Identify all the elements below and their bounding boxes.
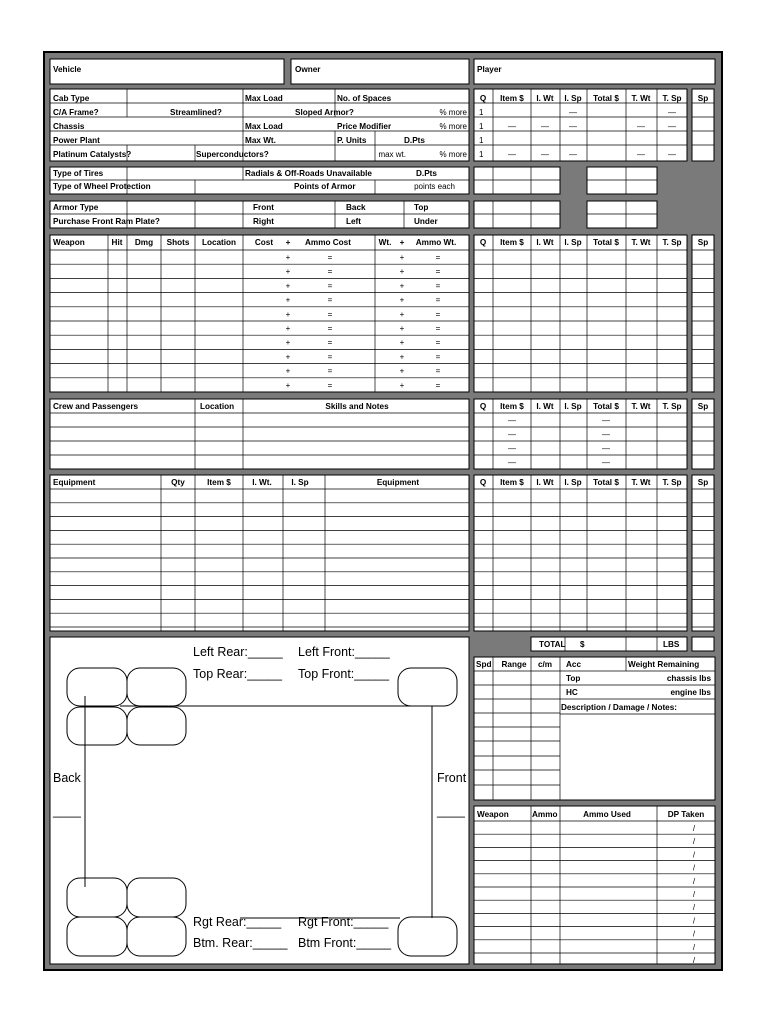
total-col-header: Total $ xyxy=(593,478,619,487)
plus-mark: + xyxy=(285,338,291,348)
sp-col-header: Sp xyxy=(697,94,709,103)
item-col-header: Item $ xyxy=(500,94,524,103)
slash-mark: / xyxy=(692,942,696,952)
equals-mark: = xyxy=(435,281,441,291)
armor-top-label: Top xyxy=(414,203,429,212)
shots-col-header: Shots xyxy=(166,238,190,247)
armor-back-label: Back xyxy=(346,203,366,212)
dash-cell: — xyxy=(508,122,516,131)
points-each-label: points each xyxy=(414,182,455,191)
crew-header xyxy=(53,402,389,411)
slash-mark: / xyxy=(692,903,696,913)
item-col-header: Item $ xyxy=(500,238,524,247)
ram-plate-label: Purchase Front Ram Plate? xyxy=(53,217,160,226)
plus-mark: + xyxy=(399,380,405,390)
plus-mark: + xyxy=(285,352,291,362)
engine-lbs-label: engine lbs xyxy=(670,688,711,697)
plus-mark: + xyxy=(285,309,291,319)
tsp-col-header: T. Sp xyxy=(662,238,682,247)
plus-mark: + xyxy=(285,267,291,277)
armor-total-grid xyxy=(587,201,657,228)
plus-mark: + xyxy=(285,380,291,390)
isp-col-header: I. Sp xyxy=(564,238,582,247)
armor-right-label: Right xyxy=(253,217,274,226)
equals-mark: = xyxy=(327,352,333,362)
plus-mark: + xyxy=(285,324,291,333)
chassis-label: Chassis xyxy=(53,122,85,131)
weight-remaining-header: Weight Remaining xyxy=(628,660,700,669)
description-label: Description / Damage / Notes: xyxy=(561,703,678,712)
iwt-col-header: I. Wt xyxy=(536,402,554,411)
total-col-header: Total $ xyxy=(593,238,619,247)
equals-mark: = xyxy=(327,281,333,291)
max-wt-label: Max Wt. xyxy=(245,136,276,145)
slash-mark: / xyxy=(692,956,696,965)
equals-mark: = xyxy=(327,380,333,390)
range-header: Range xyxy=(501,660,527,669)
tsp-col-header: T. Sp xyxy=(662,478,682,487)
equals-mark: = xyxy=(435,380,441,390)
isp-col-header: I. Sp xyxy=(564,402,582,411)
top-front-label: Top Front:_____ xyxy=(298,667,390,681)
rgt-rear-label: Rgt Rear:_____ xyxy=(193,915,282,929)
dash-cell: — xyxy=(508,458,516,467)
isp-col-header: I. Sp xyxy=(564,94,582,103)
plus-mark: + xyxy=(399,281,405,291)
log-dp-taken-header: DP Taken xyxy=(667,810,705,819)
equals-mark: = xyxy=(435,295,441,305)
plus-mark: + xyxy=(285,366,291,376)
wheel-protection-label: Type of Wheel Protection xyxy=(53,182,151,191)
weapons-panel xyxy=(50,235,469,392)
totals-space-box xyxy=(692,637,714,651)
equals-mark: = xyxy=(327,338,333,348)
dash-cell: — xyxy=(668,150,676,159)
equipment-panel xyxy=(50,475,469,631)
dash-cell: — xyxy=(637,150,645,159)
dash-cell: — xyxy=(602,444,610,453)
twt-col-header: T. Wt xyxy=(631,238,651,247)
dash-cell: — xyxy=(541,150,549,159)
log-weapon-header: Weapon xyxy=(477,810,509,819)
tires-cost-grid xyxy=(474,167,560,194)
plus-col-header: + xyxy=(285,238,291,247)
cab-type-label: Cab Type xyxy=(53,94,90,103)
dpts-label: D.Pts xyxy=(416,169,437,178)
iwt-col-header: I. Wt. xyxy=(252,478,272,487)
pct-more-label: % more xyxy=(439,150,467,159)
dash-cell: — xyxy=(569,150,577,159)
tires-total-grid xyxy=(587,167,657,194)
quantity-cell: 1 xyxy=(479,136,484,145)
qty-col-header: Qty xyxy=(171,478,185,487)
streamlined-label: Streamlined? xyxy=(170,108,222,117)
dash-cell: — xyxy=(508,430,516,439)
dash-cell: — xyxy=(668,108,676,117)
armor-front-label: Front xyxy=(253,203,274,212)
equals-mark: = xyxy=(327,309,333,319)
dash-cell: — xyxy=(508,416,516,425)
top-speed-label: Top xyxy=(566,674,581,683)
player-label: Player xyxy=(477,65,502,74)
isp-col-header: I. Sp xyxy=(564,478,582,487)
equals-mark: = xyxy=(435,309,441,319)
dash-cell: — xyxy=(637,122,645,131)
log-ammo-header: Ammo xyxy=(532,810,558,819)
crew-cost-headers xyxy=(480,402,708,411)
pct-more-label: % more xyxy=(439,122,467,131)
equipment-cost-headers xyxy=(480,478,708,487)
type-of-tires-label: Type of Tires xyxy=(53,169,104,178)
q-col-header: Q xyxy=(479,402,487,411)
equals-mark: = xyxy=(327,324,333,333)
player-field xyxy=(474,59,715,84)
equals-mark: = xyxy=(327,253,333,262)
iwt-col-header: I. Wt xyxy=(536,94,554,103)
equals-mark: = xyxy=(435,253,441,262)
cm-header: c/m xyxy=(537,660,553,669)
iwt-col-header: I. Wt xyxy=(536,238,554,247)
equals-mark: = xyxy=(435,366,441,376)
equals-mark: = xyxy=(327,295,333,305)
top-rear-label: Top Rear:_____ xyxy=(193,667,282,681)
front-blank: ____ xyxy=(437,804,465,818)
armor-type-label: Armor Type xyxy=(53,203,99,212)
price-modifier-label: Price Modifier xyxy=(337,122,392,131)
twt-col-header: T. Wt xyxy=(631,478,651,487)
dash-cell: — xyxy=(668,122,676,131)
sloped-armor-label: Sloped Armor? xyxy=(295,108,354,117)
equals-mark: = xyxy=(435,352,441,362)
front-label: Front xyxy=(437,771,467,785)
equals-mark: = xyxy=(435,338,441,348)
crew-skills-header: Skills and Notes xyxy=(325,402,389,411)
dash-cell: — xyxy=(602,458,610,467)
p-units-label: P. Units xyxy=(337,136,367,145)
iwt-col-header: I. Wt xyxy=(536,478,554,487)
slash-mark: / xyxy=(692,876,696,886)
weapon-log-panel xyxy=(474,806,715,964)
ca-frame-label: C/A Frame? xyxy=(53,108,99,117)
dash-cell: — xyxy=(508,444,516,453)
chassis-cost-headers xyxy=(480,94,708,103)
plus-mark: + xyxy=(399,366,405,376)
dash-cell: — xyxy=(602,416,610,425)
q-col-header: Q xyxy=(479,478,487,487)
armor-left-label: Left xyxy=(346,217,362,226)
max-wt-small-label: max wt. xyxy=(378,150,406,159)
total-label: TOTAL xyxy=(539,640,566,649)
q-col-header: Q xyxy=(479,94,487,103)
equipment2-col-header: Equipment xyxy=(376,478,420,487)
twt-col-header: T. Wt xyxy=(631,402,651,411)
dash-cell: — xyxy=(508,150,516,159)
equals-mark: = xyxy=(327,366,333,376)
plus-mark: + xyxy=(285,281,291,291)
item-col-header: Item $ xyxy=(207,478,231,487)
equals-mark: = xyxy=(435,267,441,277)
hc-label: HC xyxy=(566,688,578,697)
weapon-col-header: Weapon xyxy=(53,238,85,247)
equals-mark: = xyxy=(327,267,333,277)
slash-mark: / xyxy=(692,824,696,833)
left-front-label: Left Front:_____ xyxy=(298,645,390,659)
plus-mark: + xyxy=(399,352,405,362)
plus-mark: + xyxy=(399,295,405,305)
cost-col-header: Cost xyxy=(254,238,274,247)
equipment-cost-grid xyxy=(474,475,687,631)
slash-mark: / xyxy=(692,890,696,899)
power-plant-label: Power Plant xyxy=(53,136,100,145)
dash-cell: — xyxy=(602,430,610,439)
plus-mark: + xyxy=(399,267,405,277)
plus-mark: + xyxy=(285,295,291,305)
equals-mark: = xyxy=(435,324,441,333)
superconductors-label: Superconductors? xyxy=(196,150,269,159)
armor-under-label: Under xyxy=(414,217,438,226)
rgt-front-label: Rgt Front:_____ xyxy=(298,915,389,929)
btm-rear-label: Btm. Rear:_____ xyxy=(193,936,288,950)
dmg-col-header: Dmg xyxy=(134,238,154,247)
log-ammo-used-header: Ammo Used xyxy=(583,810,631,819)
slash-mark: / xyxy=(692,837,696,847)
q-col-header: Q xyxy=(479,238,487,247)
back-blank: ____ xyxy=(53,804,81,818)
tsp-col-header: T. Sp xyxy=(662,94,682,103)
weapons-space-grid xyxy=(692,235,714,392)
equipment-col-header: Equipment xyxy=(53,478,96,487)
slash-mark: / xyxy=(692,929,696,939)
dash-cell: — xyxy=(541,122,549,131)
item-col-header: Item $ xyxy=(500,402,524,411)
dpts-label: D.Pts xyxy=(404,136,425,145)
sp-col-header: Sp xyxy=(697,478,709,487)
quantity-cell: 1 xyxy=(479,108,484,117)
plus-col-header: + xyxy=(399,238,405,247)
ammo-wt-col-header: Ammo Wt. xyxy=(415,238,457,247)
sp-col-header: Sp xyxy=(697,402,709,411)
back-label: Back xyxy=(53,771,81,785)
acc-header: Acc xyxy=(566,660,582,669)
crew-location-header: Location xyxy=(200,402,235,411)
pct-more-label: % more xyxy=(439,108,467,117)
equipment-space-grid xyxy=(692,475,714,631)
twt-col-header: T. Wt xyxy=(631,94,651,103)
quantity-cell: 1 xyxy=(479,150,484,159)
armor-cost-grid xyxy=(474,201,560,228)
chassis-lbs-label: chassis lbs xyxy=(666,674,711,683)
max-load-label: Max Load xyxy=(245,122,283,131)
weapons-cost-headers xyxy=(480,238,708,247)
plus-mark: + xyxy=(399,338,405,348)
wt-col-header: Wt. xyxy=(378,238,392,247)
platinum-catalysts-label: Platinum Catalysts? xyxy=(53,150,132,159)
plus-mark: + xyxy=(399,253,405,262)
points-of-armor-label: Points of Armor xyxy=(294,182,356,191)
vehicle-label: Vehicle xyxy=(53,65,82,74)
slash-mark: / xyxy=(692,863,696,873)
plus-mark: + xyxy=(399,309,405,319)
isp-col-header: I. Sp xyxy=(291,478,309,487)
weapons-cost-grid xyxy=(474,235,687,392)
max-load-label: Max Load xyxy=(245,94,283,103)
radials-label: Radials & Off-Roads Unavailable xyxy=(245,169,372,178)
left-rear-label: Left Rear:_____ xyxy=(193,645,283,659)
total-dollar-label: $ xyxy=(580,640,585,649)
btm-front-label: Btm Front:_____ xyxy=(298,936,392,950)
slash-mark: / xyxy=(692,850,696,860)
total-col-header: Total $ xyxy=(593,94,619,103)
dash-cell: — xyxy=(569,122,577,131)
plus-mark: + xyxy=(285,253,291,262)
owner-label: Owner xyxy=(295,65,321,74)
quantity-cell: 1 xyxy=(479,122,484,131)
location-col-header: Location xyxy=(201,238,237,247)
total-lbs-label: LBS xyxy=(663,640,680,649)
spd-header: Spd xyxy=(476,660,492,669)
item-col-header: Item $ xyxy=(500,478,524,487)
no-spaces-label: No. of Spaces xyxy=(337,94,392,103)
crew-title: Crew and Passengers xyxy=(53,402,139,411)
plus-mark: + xyxy=(399,324,405,333)
vehicle-name-field xyxy=(50,59,284,84)
ammo-cost-col-header: Ammo Cost xyxy=(305,238,351,247)
tsp-col-header: T. Sp xyxy=(662,402,682,411)
sp-col-header: Sp xyxy=(697,238,709,247)
hit-col-header: Hit xyxy=(111,238,123,247)
dash-cell: — xyxy=(569,108,577,117)
total-col-header: Total $ xyxy=(593,402,619,411)
slash-mark: / xyxy=(692,916,696,926)
